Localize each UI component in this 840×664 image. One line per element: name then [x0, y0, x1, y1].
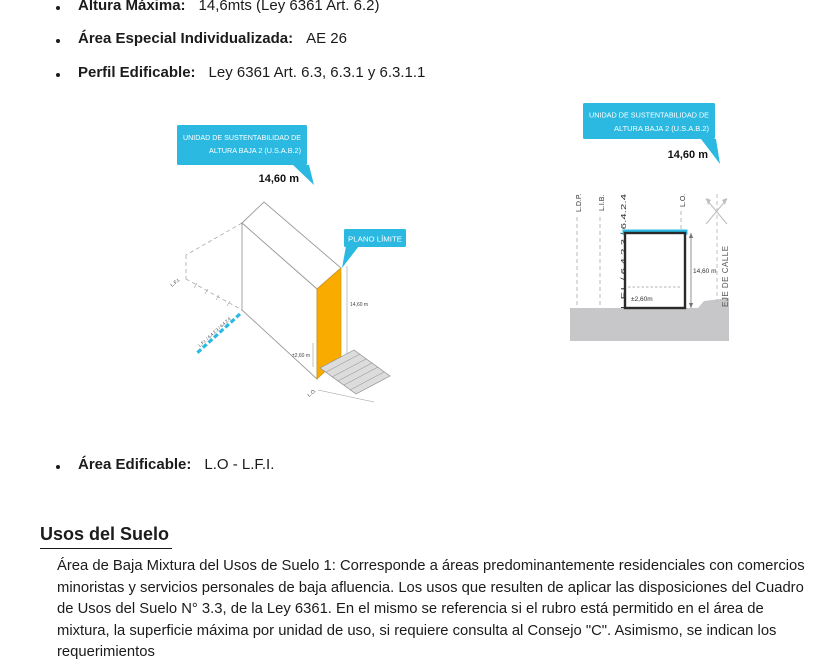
item-label: Altura Máxima:	[78, 0, 186, 14]
lo-label: L.O.	[306, 388, 318, 399]
section-diagram	[555, 95, 840, 355]
height-dimension-label: 14,60 m	[350, 302, 369, 308]
item-value: Ley 6361 Art. 6.3, 6.3.1 y 6.3.1.1	[208, 64, 426, 81]
callout-line1: UNIDAD DE SUSTENTABILIDAD DE	[183, 135, 302, 142]
height-dimension-label: 14,60 m	[693, 268, 717, 275]
callout-line2: ALTURA BAJA 2 (U.S.A.B.2)	[614, 126, 709, 133]
bullet-icon	[56, 6, 60, 10]
ground-floor-dim-label: ±2,60m	[631, 296, 653, 303]
callout-box	[177, 125, 307, 165]
plano-limite-callout	[342, 229, 406, 268]
callout-tail	[342, 246, 359, 268]
plano-limite-label: PLANO LÍMITE	[348, 236, 397, 244]
item-value: 14,6mts (Ley 6361 Art. 6.2)	[198, 0, 380, 14]
section-paragraph: Área de Baja Mixtura del Usos de Suelo 1: Corresponde a áreas predominantemente residenciales con comercios minoristas y servicios personales de baja afluencia. Los usos que resulten de aplicar las disposiciones del Cuadro de Usos del Suelo N° 3.3, de la Ley 6361. En el mismo se referencia si el rubro está permitido en el área de mixtura, la superficie máxima por unidad de uso, si requiere consulta al Consejo "C". Asimismo, se indican los requerimientos	[57, 558, 805, 660]
item-value: AE 26	[306, 30, 347, 47]
lfi-ground-line-label: L.F.I. / 6.4.2.3 / 6.4.2.4	[197, 316, 232, 348]
base-dimension-label: ±2,60 m	[291, 353, 310, 359]
item-label: Perfil Edificable:	[78, 64, 196, 81]
section-heading: Usos del Suelo	[40, 524, 172, 549]
item-label: Área Edificable:	[78, 456, 192, 473]
lfi-label: L.F.I.	[169, 277, 182, 289]
axis-lib-label: L.I.B.	[599, 194, 606, 211]
callout-box	[583, 103, 715, 139]
list-item-area-edificable	[56, 456, 274, 473]
callout-height-value: 14,60 m	[258, 173, 299, 185]
bullet-icon	[56, 73, 60, 77]
callout-line2: ALTURA BAJA 2 (U.S.A.B.2)	[209, 148, 301, 155]
bullet-icon	[56, 465, 60, 469]
item-label: Área Especial Individualizada:	[78, 30, 294, 47]
street-axis-label: EJE DE CALLE	[721, 245, 730, 307]
bullet-icon	[56, 39, 60, 43]
callout-line1: UNIDAD DE SUSTENTABILIDAD DE	[589, 112, 710, 120]
list-item-area-especial	[56, 30, 347, 47]
axonometric-diagram	[160, 110, 420, 410]
list-item-perfil-edificable	[56, 64, 425, 81]
sidewalk-dimension-line	[318, 390, 374, 402]
building-section	[623, 230, 688, 309]
height-dimension	[689, 233, 717, 308]
item-value: L.O - L.F.I.	[204, 456, 275, 473]
lfi-ground-line	[197, 314, 240, 353]
street-axis-marker-icon	[706, 198, 727, 224]
callout-height-value: 14,60 m	[667, 149, 708, 161]
axis-lo-label: L.O.	[680, 193, 687, 207]
axis-ldp-label: L.D.P.	[576, 193, 583, 212]
list-item-altura-maxima	[56, 0, 379, 14]
